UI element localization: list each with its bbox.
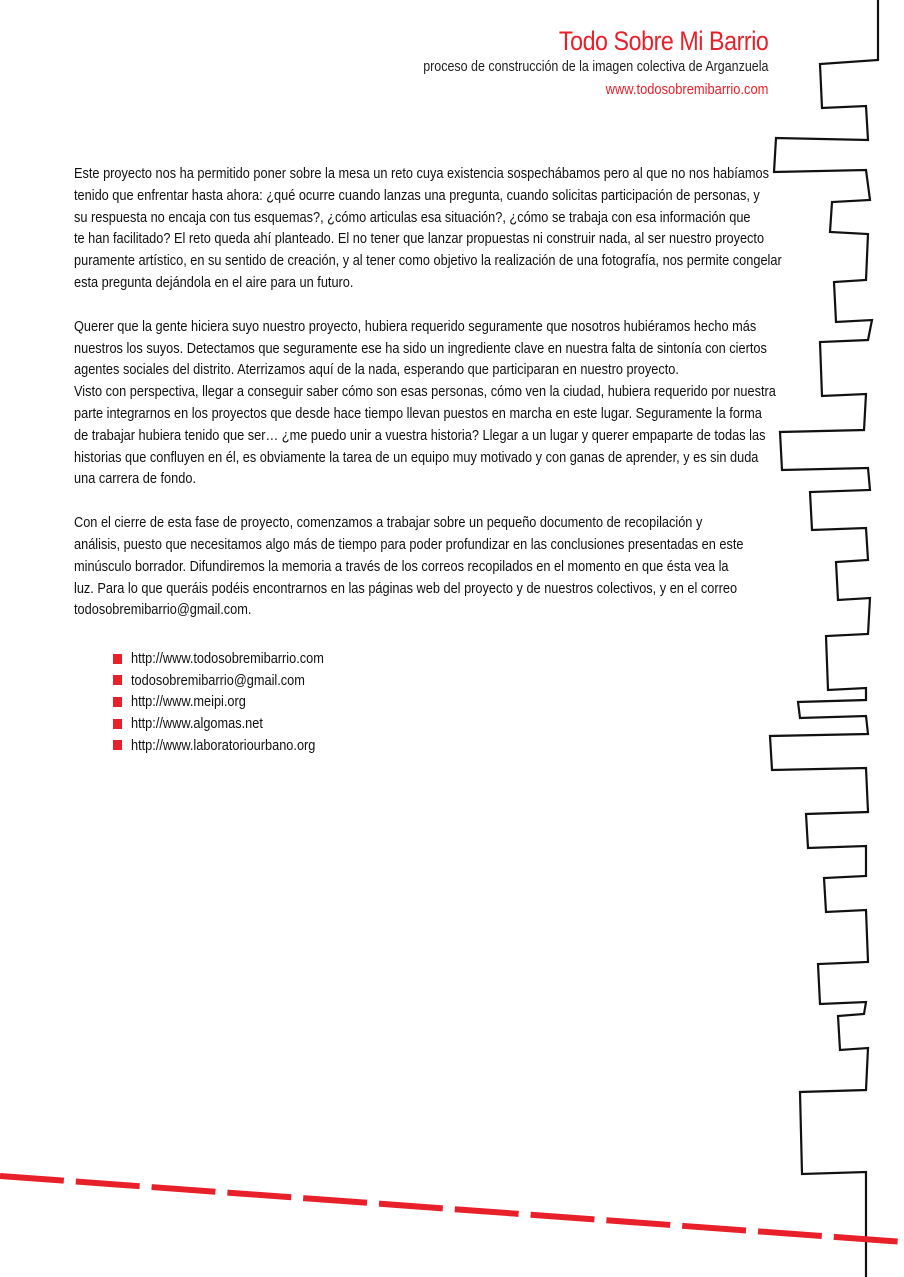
red-dashed-line-decoration <box>0 1176 904 1242</box>
list-item[interactable] <box>113 648 361 670</box>
text-line: te han facilitado? El reto queda ahí planteado. El no tener que lanzar propuestas ni construir nada, al ser nuestro proyecto <box>74 230 765 248</box>
text-line: una carrera de fondo. <box>74 470 196 488</box>
text-line: minúsculo borrador. Difundiremos la memoria a través de los correos recopilados en el momento en que ésta vea la <box>74 557 729 575</box>
square-bullet-icon <box>113 654 122 664</box>
link-text[interactable]: http://www.todosobremibarrio.com <box>131 650 324 668</box>
link-text[interactable]: http://www.algomas.net <box>131 715 263 733</box>
text-line: Con el cierre de esta fase de proyecto, comenzamos a trabajar sobre un pequeño documento de recopilación y <box>74 514 703 532</box>
square-bullet-icon <box>113 719 122 729</box>
paragraph-2 <box>74 316 776 490</box>
text-line: parte integrarnos en los proyectos que desde hace tiempo llevan puestos en marcha en este lugar. Seguramente la forma <box>74 404 762 422</box>
link-text[interactable]: http://www.meipi.org <box>131 693 246 711</box>
body-text <box>74 163 894 643</box>
text-line: historias que confluyen en él, es obviamente la tarea de un equipo muy motivado y con ganas de aprender, y es sin duda <box>74 448 759 466</box>
text-line: puramente artístico, en su sentido de creación, y al tener como objetivo la realización de una fotografía, nos permite congelar <box>74 252 782 270</box>
header <box>367 26 768 98</box>
list-item[interactable] <box>113 691 361 713</box>
text-line: Querer que la gente hiciera suyo nuestro proyecto, hubiera requerido seguramente que nosotros hubiéramos hecho más <box>74 317 757 335</box>
text-line: su respuesta no encaja con tus esquemas?, ¿cómo articulas esa situación?, ¿cómo se trabaja con esa información que <box>74 208 751 226</box>
square-bullet-icon <box>113 740 122 750</box>
list-item[interactable] <box>113 670 361 692</box>
paragraph-3 <box>74 512 763 621</box>
text-line: tenido que enfrentar hasta ahora: ¿qué ocurre cuando lanzas una pregunta, cuando solicitas participación de personas, y <box>74 186 760 204</box>
text-line: esta pregunta dejándola en el aire para un futuro. <box>74 273 354 291</box>
text-line: Este proyecto nos ha permitido poner sobre la mesa un reto cuya existencia sospechábamos pero al que no nos habíamos <box>74 165 769 182</box>
text-line: todosobremibarrio@gmail.com. <box>74 601 252 619</box>
list-item[interactable] <box>113 713 361 735</box>
paragraph-1 <box>74 163 782 294</box>
links-list <box>113 648 361 756</box>
text-line: nuestros los suyos. Detectamos que seguramente ese ha sido un ingrediente clave en nuestra falta de sintonía con ciertos <box>74 339 767 357</box>
text-line: luz. Para lo que queráis podéis encontrarnos en las páginas web del proyecto y de nuestros colectivos, y en el correo <box>74 579 738 597</box>
link-text[interactable]: todosobremibarrio@gmail.com <box>131 671 305 689</box>
site-url-link[interactable]: www.todosobremibarrio.com <box>605 81 768 98</box>
site-subtitle: proceso de construcción de la imagen colectiva de Arganzuela <box>422 59 768 75</box>
square-bullet-icon <box>113 675 122 685</box>
text-line: Visto con perspectiva, llegar a conseguir saber cómo son esas personas, cómo ven la ciudad, hubiera requerido por nuestra <box>74 383 776 401</box>
list-item[interactable] <box>113 734 361 756</box>
text-line: de trabajar hubiera tenido que ser… ¿me puedo unir a vuestra historia? Llegar a un lugar y querer empaparte de todas las <box>74 426 766 444</box>
site-title: Todo Sobre Mi Barrio <box>558 26 768 56</box>
text-line: agentes sociales del distrito. Aterrizamos aquí de la nada, esperando que participaran en nuestro proyecto. <box>74 361 679 379</box>
link-text[interactable]: http://www.laboratoriourbano.org <box>131 736 316 754</box>
text-line: análisis, puesto que necesitamos algo más de tiempo para poder profundizar en las conclusiones presentadas en este <box>74 535 744 553</box>
square-bullet-icon <box>113 697 122 707</box>
